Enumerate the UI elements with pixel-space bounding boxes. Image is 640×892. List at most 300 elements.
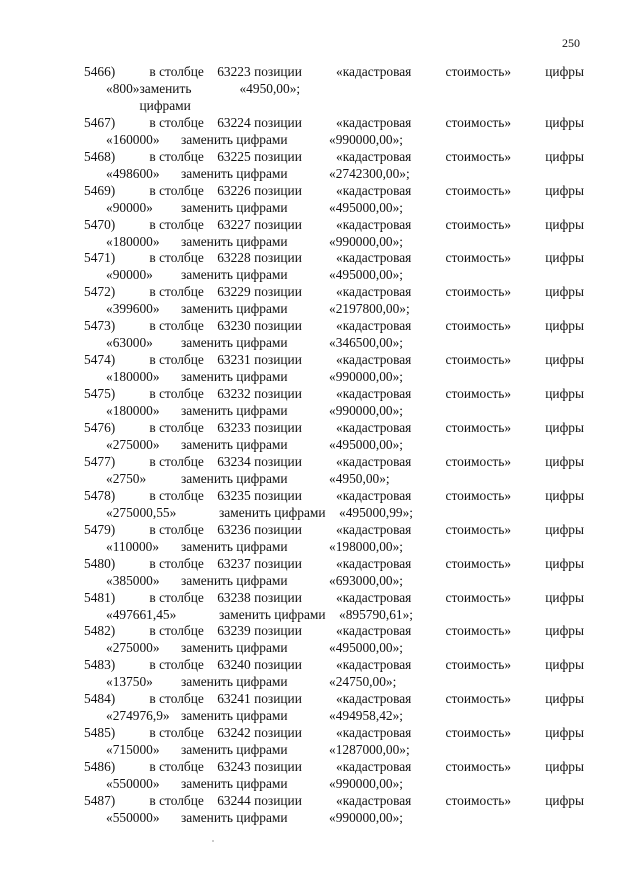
digits-word: цифры [545,284,584,300]
column-ref [149,115,301,132]
column-ref [149,488,301,505]
entry-line-2 [84,539,584,556]
position-word: позиции [254,657,302,673]
old-value: «275000» [106,436,160,452]
cost-word: стоимость» [445,182,512,198]
entry-number: 5468) [84,148,116,164]
cost-word: стоимость» [445,250,512,266]
old-value: «550000» [106,776,160,792]
column-prefix: в столбце [149,148,204,164]
digits-word: цифры [545,792,584,808]
replace-phrase: заменить цифрами [181,470,288,486]
position-word: позиции [254,453,302,469]
cadastral-word: «кадастровая [336,792,412,808]
cost-word: стоимость» [445,487,512,503]
replace-phrase: заменить цифрами [219,606,326,622]
column-prefix: в столбце [149,623,204,639]
column-ref [149,217,301,234]
old-value: «160000» [106,131,160,147]
entry-line-1 [84,691,584,708]
column-prefix: в столбце [149,420,204,436]
new-value: «495000,00»; [329,267,404,283]
digits-word: цифры [545,386,584,402]
cost-word: стоимость» [445,284,512,300]
replace-phrase: заменить цифрами [181,335,288,351]
cadastral-word: «кадастровая [336,555,412,571]
amendment-entry [84,590,584,624]
cost-word: стоимость» [445,623,512,639]
old-value: «275000,55» [106,504,177,520]
column-ref [149,623,301,640]
entry-line-2 [84,640,584,657]
position-word: позиции [254,318,302,334]
replace-phrase: заменить цифрами [181,776,288,792]
entry-line-1 [84,590,584,607]
entry-number: 5481) [84,589,116,605]
amendment-entry [84,352,584,386]
old-value: «399600» [106,301,160,317]
new-value: «495000,00»; [329,436,404,452]
position-word: позиции [254,725,302,741]
entry-line-2 [84,369,584,386]
entry-line-1 [84,759,584,776]
entry-line-2 [84,301,584,318]
column-number: 63238 [217,589,251,605]
amendment-entry [84,217,584,251]
column-prefix: в столбце [149,352,204,368]
column-number: 63237 [217,555,251,571]
amendment-entry [84,691,584,725]
column-ref [149,352,301,369]
column-prefix: в столбце [149,691,204,707]
cadastral-word: «кадастровая [336,589,412,605]
entry-number: 5484) [84,691,116,707]
old-value: «2750» [106,470,147,486]
entry-line-2 [84,200,584,217]
position-word: позиции [254,114,302,130]
amendment-entry [84,556,584,590]
position-word: позиции [254,284,302,300]
position-word: позиции [254,555,302,571]
replace-phrase: заменить цифрами [181,199,288,215]
column-number: 63240 [217,657,251,673]
cadastral-word: «кадастровая [336,657,412,673]
cadastral-word: «кадастровая [336,420,412,436]
old-value: «497661,45» [106,606,177,622]
column-prefix: в столбце [149,657,204,673]
column-ref [149,556,301,573]
replace-phrase: заменить цифрами [181,538,288,554]
cost-word: стоимость» [445,352,512,368]
digits-word: цифры [545,725,584,741]
cadastral-word: «кадастровая [336,318,412,334]
cadastral-word: «кадастровая [336,250,412,266]
digits-word: цифры [545,420,584,436]
entry-line-2 [84,742,584,759]
column-ref [149,386,301,403]
cost-word: стоимость» [445,657,512,673]
column-ref [149,183,301,200]
cadastral-word: «кадастровая [336,691,412,707]
cadastral-word: «кадастровая [336,114,412,130]
digits-word: цифры [545,589,584,605]
amendment-entry [84,725,584,759]
amendment-entry [84,522,584,556]
entry-number: 5486) [84,759,116,775]
entry-number: 5474) [84,352,116,368]
old-value: «800» [106,80,140,96]
column-ref [149,454,301,471]
old-value: «385000» [106,572,160,588]
amendment-entry [84,420,584,454]
column-number: 63223 [217,64,251,79]
entry-number: 5475) [84,386,116,402]
new-value: «693000,00»; [329,572,404,588]
new-value: «495000,00»; [329,199,404,215]
cadastral-word: «кадастровая [336,386,412,402]
entry-line-1 [84,183,584,200]
new-value: «2197800,00»; [329,301,410,317]
entry-line-1 [84,522,584,539]
column-ref [149,691,301,708]
entry-line-1 [84,250,584,267]
new-value: «4950,00»; [239,80,301,96]
cost-word: стоимость» [445,386,512,402]
old-value: «180000» [106,369,160,385]
entry-line-1 [84,115,584,132]
amendment-entry [84,183,584,217]
cadastral-word: «кадастровая [336,725,412,741]
entry-line-2 [84,573,584,590]
cost-word: стоимость» [445,64,512,79]
replace-phrase: заменить цифрами [181,233,288,249]
entry-number: 5476) [84,420,116,436]
replace-phrase: заменить цифрами [181,403,288,419]
column-ref [149,64,301,81]
position-word: позиции [254,487,302,503]
entry-line-1 [84,725,584,742]
column-number: 63230 [217,318,251,334]
old-value: «13750» [106,674,153,690]
position-word: позиции [254,420,302,436]
entry-line-2 [84,267,584,284]
entry-line-2 [84,234,584,251]
amendment-entry [84,318,584,352]
entry-number: 5478) [84,487,116,503]
cadastral-word: «кадастровая [336,521,412,537]
entry-number: 5469) [84,182,116,198]
digits-word: цифры [545,521,584,537]
digits-word: цифры [545,623,584,639]
amendment-entry [84,64,584,115]
cost-word: стоимость» [445,725,512,741]
entry-line-2 [84,810,584,827]
column-number: 63241 [217,691,251,707]
column-number: 63243 [217,759,251,775]
amendment-entry [84,623,584,657]
digits-word: цифры [545,657,584,673]
new-value: «990000,00»; [329,809,404,825]
column-prefix: в столбце [149,589,204,605]
entry-line-1 [84,657,584,674]
entry-line-1 [84,556,584,573]
position-word: позиции [254,386,302,402]
digits-word: цифры [545,64,584,79]
digits-word: цифры [545,759,584,775]
position-word: позиции [254,64,302,79]
cost-word: стоимость» [445,792,512,808]
new-value: «895790,61»; [339,606,414,622]
position-word: позиции [254,759,302,775]
digits-word: цифры [545,250,584,266]
amendment-entry [84,115,584,149]
amendment-entry [84,488,584,522]
entry-line-1 [84,623,584,640]
replace-phrase: заменить цифрами [181,742,288,758]
entry-line-2 [84,607,584,624]
replace-phrase: заменить цифрами [181,809,288,825]
replace-phrase: заменить цифрами [181,708,288,724]
entry-number: 5473) [84,318,116,334]
cost-word: стоимость» [445,759,512,775]
column-number: 63239 [217,623,251,639]
cadastral-word: «кадастровая [336,759,412,775]
entry-line-2 [84,403,584,420]
amendment-entry [84,793,584,827]
column-prefix: в столбце [149,250,204,266]
column-prefix: в столбце [149,725,204,741]
column-prefix: в столбце [149,64,204,79]
column-number: 63232 [217,386,251,402]
entry-number: 5479) [84,521,116,537]
entry-line-1 [84,318,584,335]
cadastral-word: «кадастровая [336,623,412,639]
column-ref [149,420,301,437]
column-prefix: в столбце [149,284,204,300]
old-value: «715000» [106,742,160,758]
entry-line-2 [84,81,584,115]
amendment-entry [84,284,584,318]
amendment-entry [84,386,584,420]
entry-line-2 [84,776,584,793]
new-value: «990000,00»; [329,369,404,385]
new-value: «346500,00»; [329,335,404,351]
replace-phrase: заменить цифрами [181,436,288,452]
entry-line-1 [84,284,584,301]
cost-word: стоимость» [445,555,512,571]
entry-line-1 [84,793,584,810]
entry-number: 5480) [84,555,116,571]
entry-line-1 [84,217,584,234]
old-value: «498600» [106,165,160,181]
column-ref [149,657,301,674]
replace-phrase: заменить цифрами [181,267,288,283]
cadastral-word: «кадастровая [336,284,412,300]
old-value: «90000» [106,267,153,283]
cadastral-word: «кадастровая [336,64,412,79]
replace-phrase: заменить цифрами [219,504,326,520]
column-ref [149,793,301,810]
old-value: «550000» [106,809,160,825]
column-ref [149,590,301,607]
digits-word: цифры [545,691,584,707]
entry-number: 5472) [84,284,116,300]
entry-line-2 [84,471,584,488]
entry-line-2 [84,674,584,691]
column-ref [149,284,301,301]
replace-phrase: заменить цифрами [181,572,288,588]
entry-line-1 [84,149,584,166]
entry-number: 5467) [84,114,116,130]
entry-number: 5487) [84,792,116,808]
entry-line-2 [84,708,584,725]
replace-phrase: заменить цифрами [139,80,192,113]
scan-artifact [212,840,214,842]
amendment-entry [84,657,584,691]
digits-word: цифры [545,318,584,334]
entry-number: 5485) [84,725,116,741]
old-value: «180000» [106,233,160,249]
column-prefix: в столбце [149,182,204,198]
column-prefix: в столбце [149,521,204,537]
column-ref [149,318,301,335]
old-value: «63000» [106,335,153,351]
position-word: позиции [254,352,302,368]
cost-word: стоимость» [445,216,512,232]
cost-word: стоимость» [445,691,512,707]
position-word: позиции [254,250,302,266]
old-value: «90000» [106,199,153,215]
column-prefix: в столбце [149,487,204,503]
new-value: «494958,42»; [329,708,404,724]
cost-word: стоимость» [445,114,512,130]
column-ref [149,149,301,166]
entry-number: 5483) [84,657,116,673]
position-word: позиции [254,589,302,605]
new-value: «495000,99»; [339,504,414,520]
cadastral-word: «кадастровая [336,182,412,198]
column-number: 63235 [217,487,251,503]
column-number: 63226 [217,182,251,198]
entry-line-1 [84,488,584,505]
amendment-entry [84,149,584,183]
column-prefix: в столбце [149,453,204,469]
column-prefix: в столбце [149,792,204,808]
cost-word: стоимость» [445,148,512,164]
entry-line-2 [84,437,584,454]
replace-phrase: заменить цифрами [181,301,288,317]
entry-line-2 [84,335,584,352]
position-word: позиции [254,521,302,537]
new-value: «495000,00»; [329,640,404,656]
new-value: «198000,00»; [329,538,404,554]
column-number: 63227 [217,216,251,232]
new-value: «2742300,00»; [329,165,410,181]
old-value: «110000» [106,538,160,554]
amendment-entry [84,454,584,488]
replace-phrase: заменить цифрами [181,165,288,181]
replace-phrase: заменить цифрами [181,640,288,656]
cadastral-word: «кадастровая [336,148,412,164]
old-value: «274976,9» [106,708,170,724]
column-prefix: в столбце [149,114,204,130]
column-ref [149,759,301,776]
entry-line-1 [84,352,584,369]
column-number: 63242 [217,725,251,741]
position-word: позиции [254,182,302,198]
entry-line-1 [84,454,584,471]
entry-number: 5477) [84,453,116,469]
entry-number: 5466) [84,64,116,79]
cadastral-word: «кадастровая [336,487,412,503]
column-number: 63225 [217,148,251,164]
position-word: позиции [254,792,302,808]
column-number: 63234 [217,453,251,469]
cost-word: стоимость» [445,318,512,334]
column-number: 63229 [217,284,251,300]
column-prefix: в столбце [149,555,204,571]
column-prefix: в столбце [149,386,204,402]
column-number: 63244 [217,792,251,808]
entry-number: 5470) [84,216,116,232]
entry-line-2 [84,505,584,522]
replace-phrase: заменить цифрами [181,369,288,385]
new-value: «990000,00»; [329,403,404,419]
position-word: позиции [254,691,302,707]
amendment-entry [84,250,584,284]
column-number: 63224 [217,114,251,130]
entry-line-1 [84,64,584,81]
column-prefix: в столбце [149,759,204,775]
entry-line-1 [84,420,584,437]
column-number: 63231 [217,352,251,368]
entry-number: 5471) [84,250,116,266]
cost-word: стоимость» [445,521,512,537]
column-ref [149,522,301,539]
entry-line-2 [84,132,584,149]
column-prefix: в столбце [149,216,204,232]
page-number: 250 [562,36,580,50]
digits-word: цифры [545,114,584,130]
replace-phrase: заменить цифрами [181,131,288,147]
column-ref [149,725,301,742]
position-word: позиции [254,216,302,232]
new-value: «4950,00»; [329,470,390,486]
cadastral-word: «кадастровая [336,216,412,232]
digits-word: цифры [545,487,584,503]
digits-word: цифры [545,216,584,232]
cadastral-word: «кадастровая [336,453,412,469]
new-value: «1287000,00»; [329,742,410,758]
digits-word: цифры [545,352,584,368]
cost-word: стоимость» [445,420,512,436]
new-value: «24750,00»; [329,674,397,690]
old-value: «275000» [106,640,160,656]
cadastral-word: «кадастровая [336,352,412,368]
old-value: «180000» [106,403,160,419]
new-value: «990000,00»; [329,776,404,792]
column-number: 63236 [217,521,251,537]
new-value: «990000,00»; [329,233,404,249]
column-ref [149,250,301,267]
column-prefix: в столбце [149,318,204,334]
cost-word: стоимость» [445,589,512,605]
entry-line-1 [84,386,584,403]
column-number: 63228 [217,250,251,266]
entry-number: 5482) [84,623,116,639]
column-number: 63233 [217,420,251,436]
new-value: «990000,00»; [329,131,404,147]
